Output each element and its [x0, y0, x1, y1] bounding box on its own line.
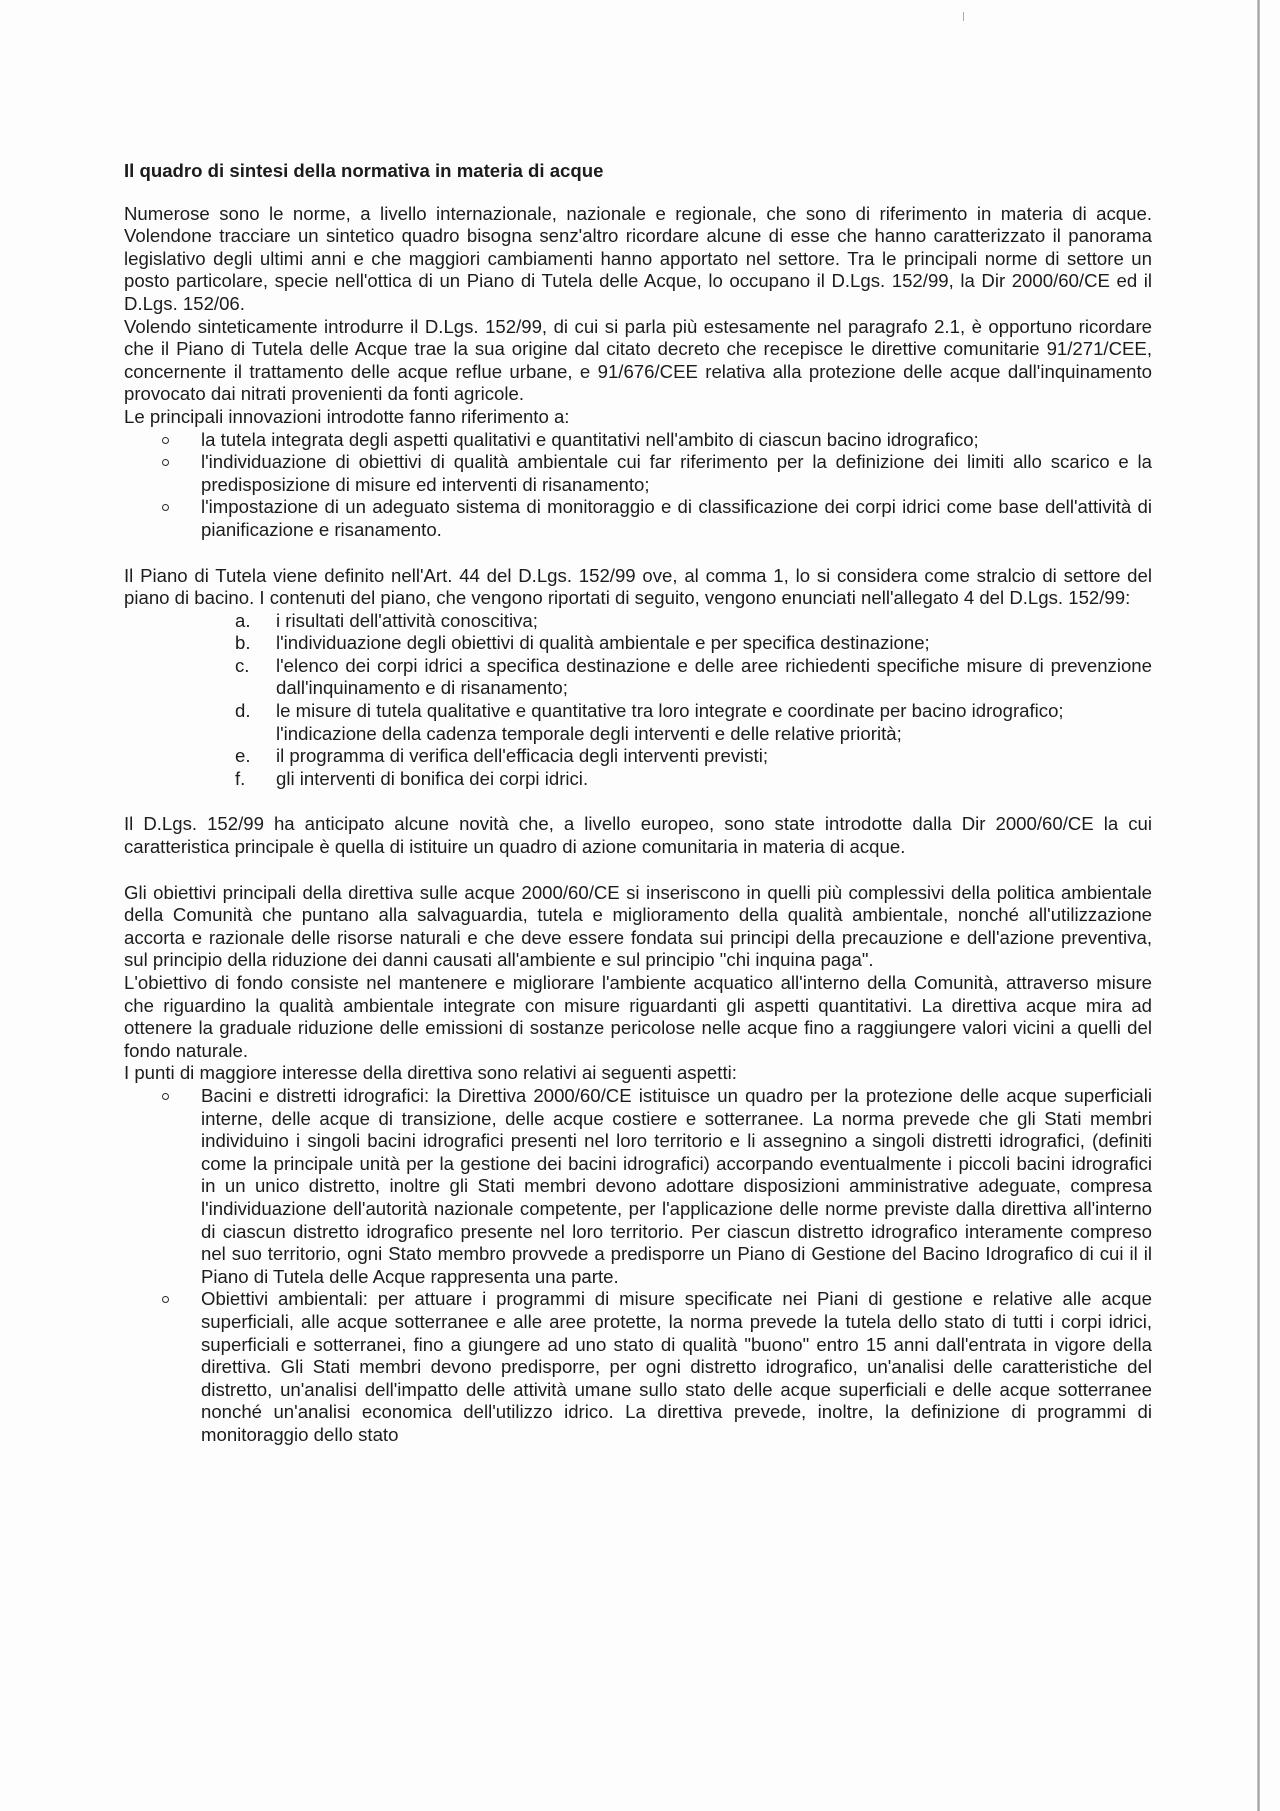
bullet-icon	[162, 1093, 169, 1100]
list-item: l'individuazione di obiettivi di qualità ambientale cui far riferimento per la definizione dei limiti allo scarico e la predisposizione di misure ed interventi di risanamento;	[124, 451, 1152, 496]
piano-contents-list	[124, 610, 1152, 791]
dlgs-paragraph: Il D.Lgs. 152/99 ha anticipato alcune novità che, a livello europeo, sono state introdotte dalla Dir 2000/60/CE la cui caratteristica principale è quella di istituire un quadro di azione comunitaria in materia di acque.	[124, 813, 1152, 858]
bullet-icon	[162, 1296, 169, 1303]
list-item: e. il programma di verifica dell'efficacia degli interventi previsti;	[235, 745, 769, 767]
bullet-icon	[162, 437, 169, 444]
document-body	[124, 160, 1152, 1446]
piano-paragraph: Il Piano di Tutela viene definito nell'Art. 44 del D.Lgs. 152/99 ove, al comma 1, lo si considera come stralcio di settore del piano di bacino. I contenuti del piano, che vengono riportati di seguito, vengono enunciati nell'allegato 4 del D.Lgs. 152/99:	[124, 564, 1152, 609]
directive-points-list	[124, 1085, 1152, 1447]
list-item: c. l'elenco dei corpi idrici a specifica destinazione e delle aree richiedenti specifiche misure di prevenzione dall'inquinamento e di risanamento;	[235, 654, 1152, 699]
list-item: l'impostazione di un adeguato sistema di monitoraggio e di classificazione dei corpi idrici come base dell'attività di pianificazione e risanamento.	[124, 496, 1152, 541]
paragraph-dlgs-introduction: Volendo sinteticamente introdurre il D.Lgs. 152/99, di cui si parla più estesamente nel paragrafo 2.1, è opportuno ricordare che il Piano di Tutela delle Acque trae la sua origine dal citato decreto che recepisce le direttive comunitarie 91/271/CEE, concernente il trattamento delle acque reflue urbane, e 91/676/CEE relativa alla protezione delle acque dall'inquinamento provocato dai nitrati provenienti da fonti agricole.	[124, 315, 1152, 405]
innovations-list	[124, 429, 1152, 542]
list-item: Obiettivi ambientali: per attuare i programmi di misure specificate nei Piani di gestione e relative alle acque superficiali, alle acque sotterranee e alle aree protette, la norma prevede la tutela dello stato di tutti i corpi idrici, superficiali e sotterranei, fino a giungere ad uno stato di qualità "buono" entro 15 anni dall'entrata in vigore della direttiva. Gli Stati membri devono predisporre, per ogni distretto idrografico, un'analisi delle caratteristiche del distretto, un'analisi dell'impatto delle attività umane sullo stato delle acque superficiali e delle acque sotterranee nonché un'analisi economica dell'utilizzo idrico. La direttiva prevede, inoltre, la definizione di programmi di monitoraggio dello stato	[124, 1288, 1152, 1446]
list-item: b. l'individuazione degli obiettivi di qualità ambientale e per specifica destinazione;	[235, 632, 930, 654]
points-intro: I punti di maggiore interesse della direttiva sono relativi ai seguenti aspetti:	[124, 1062, 737, 1084]
goal-paragraph: L'obiettivo di fondo consiste nel mantenere e migliorare l'ambiente acquatico all'interno della Comunità, attraverso misure che riguardino la qualità ambientale integrate con misure riguardanti gli aspetti quantitativi. La direttiva acque mira ad ottenere la graduale riduzione delle emissioni di sostanze pericolose nelle acque fino a raggiungere valori vicini a quelli del fondo naturale.	[124, 972, 1152, 1061]
bullet-icon	[162, 504, 169, 511]
list-item: d. le misure di tutela qualitative e quantitative tra loro integrate e coordinate per bacino idrografico; l'indicazione della cadenza temporale degli interventi e delle relative priorità;	[235, 700, 1064, 744]
section-title: Il quadro di sintesi della normativa in materia di acque	[124, 160, 604, 181]
list-item: Bacini e distretti idrografici: la Direttiva 2000/60/CE istituisce un quadro per la protezione delle acque superficiali interne, delle acque di transizione, delle acque costiere e sotterranee. La norma prevede che gli Stati membri individuino i singoli bacini idrografici presenti nel loro territorio e li assegnino a singoli distretti idrografici, (definiti come la principale unità per la gestione dei bacini idrografici) accorpando eventualmente i piccoli bacini idrografici in un unico distretto, inoltre gli Stati membri devono adottare disposizioni amministrative adeguate, compresa l'individuazione dell'autorità nazionale competente, per l'applicazione delle norme previste dalla direttiva all'interno di ciascun distretto idrografico presente nel loro territorio. Per ciascun distretto idrografico interamente compreso nel suo territorio, ogni Stato membro provvede a predisporre un Piano di Gestione del Bacino Idrografico di cui il il Piano di Tutela delle Acque rappresenta una parte.	[124, 1085, 1152, 1288]
intro-paragraph: Numerose sono le norme, a livello internazionale, nazionale e regionale, che sono di riferimento in materia di acque. Volendone tracciare un sintetico quadro bisogna senz'altro ricordare alcune di esse che hanno caratterizzato il panorama legislativo degli ultimi anni e che maggiori cambiamenti hanno apportato nel settore. Tra le principali norme di settore un posto particolare, specie nell'ottica di un Piano di Tutela delle Acque, lo occupano il D.Lgs. 152/99, la Dir 2000/60/CE ed il D.Lgs. 152/06.	[124, 202, 1152, 314]
list-item: a. i risultati dell'attività conoscitiva;	[235, 609, 538, 631]
page-edge	[1257, 0, 1260, 1811]
innovations-intro: Le principali innovazioni introdotte fanno riferimento a:	[124, 405, 570, 427]
objectives-paragraph: Gli obiettivi principali della direttiva sulle acque 2000/60/CE si inseriscono in quelli più complessivi della politica ambientale della Comunità che puntano alla salvaguardia, tutela e miglioramento della qualità ambientale, nonché all'utilizzazione accorta e razionale delle risorse naturali e che deve essere fondata sui principi della precauzione e dell'azione preventiva, sul principio della riduzione dei danni causati all'ambiente e sul principio "chi inquina paga".	[124, 881, 1152, 971]
scan-mark	[963, 12, 964, 21]
list-item: la tutela integrata degli aspetti qualitativi e quantitativi nell'ambito di ciascun bacino idrografico;	[124, 429, 1152, 452]
list-item: f. gli interventi di bonifica dei corpi idrici.	[235, 767, 589, 789]
bullet-icon	[162, 459, 169, 466]
